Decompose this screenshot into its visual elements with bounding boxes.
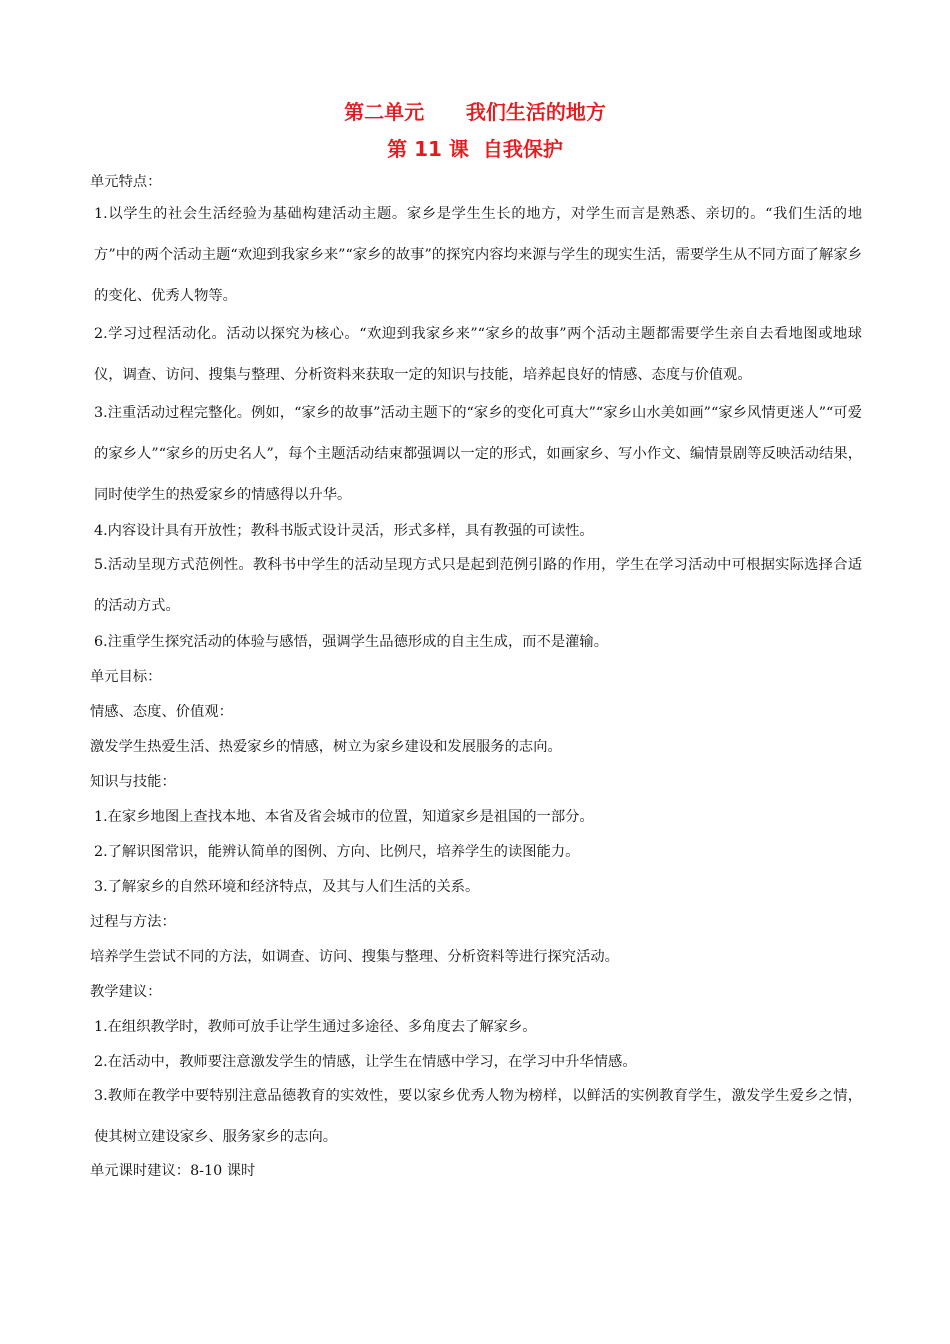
knowledge-item-1: 1.在家乡地图上查找本地、本省及省会城市的位置，知道家乡是祖国的一部分。: [94, 809, 594, 825]
process-text: 培养学生尝试不同的方法，如调查、访问、搜集与整理、分析资料等进行探究活动。: [90, 949, 619, 965]
knowledge-heading: 知识与技能：: [90, 774, 176, 790]
unit-title: 第二单元 我们生活的地方: [344, 100, 606, 124]
emotion-text: 激发学生热爱生活、热爱家乡的情感，树立为家乡建设和发展服务的志向。: [90, 739, 562, 755]
feature-item-2: 2.学习过程活动化。活动以探究为核心。“欢迎到我家乡来”“家乡的故事”两个活动主题都需要学生亲自去看地图或地球仪，调查、访问、搜集与整理、分析资料来获取一定的知识与技能，培养起良好的情感、态度与价值观。: [94, 326, 862, 383]
hours-suggestion: 单元课时建议：8-10 课时: [90, 1163, 256, 1179]
lesson-title: 第 11 课 自我保护: [387, 137, 563, 161]
document-body: [90, 172, 862, 1182]
goals-heading: 单元目标：: [90, 669, 162, 685]
advice-item-1: 1.在组织教学时，教师可放手让学生通过多途径、多角度去了解家乡。: [94, 1019, 537, 1035]
feature-item-5: 5.活动呈现方式范例性。教科书中学生的活动呈现方式只是起到范例引路的作用，学生在学习活动中可根据实际选择合适的活动方式。: [94, 557, 862, 614]
knowledge-item-2: 2.了解识图常识，能辨认简单的图例、方向、比例尺，培养学生的读图能力。: [94, 844, 580, 860]
process-heading: 过程与方法：: [90, 914, 176, 930]
advice-item-3: 3.教师在教学中要特别注意品德教育的实效性，要以家乡优秀人物为榜样，以鲜活的实例教育学生，激发学生爱乡之情，使其树立建设家乡、服务家乡的志向。: [94, 1088, 862, 1145]
features-heading: 单元特点：: [90, 174, 162, 190]
feature-item-4: 4.内容设计具有开放性；教科书版式设计灵活，形式多样，具有教强的可读性。: [94, 523, 594, 539]
advice-item-2: 2.在活动中，教师要注意激发学生的情感，让学生在情感中学习，在学习中升华情感。: [94, 1054, 637, 1070]
emotion-heading: 情感、态度、价值观：: [90, 704, 233, 720]
feature-item-3: 3.注重活动过程完整化。例如，“家乡的故事”活动主题下的“家乡的变化可真大”“家乡山水美如画”“家乡风情更迷人”“可爱的家乡人”“家乡的历史名人”，每个主题活动结束都强调以一定的形式，如画家乡、写小作文、编情景剧等反映活动结果，同时使学生的热爱家乡的情感得以升华。: [94, 405, 862, 503]
advice-heading: 教学建议：: [90, 984, 162, 1000]
knowledge-item-3: 3.了解家乡的自然环境和经济特点，及其与人们生活的关系。: [94, 879, 480, 895]
feature-item-6: 6.注重学生探究活动的体验与感悟，强调学生品德形成的自主生成，而不是灌输。: [94, 634, 609, 650]
feature-item-1: 1.以学生的社会生活经验为基础构建活动主题。家乡是学生生长的地方，对学生而言是熟悉、亲切的。“我们生活的地方”中的两个活动主题“欢迎到我家乡来”“家乡的故事”的探究内容均来源与学生的现实生活，需要学生从不同方面了解家乡的变化、优秀人物等。: [94, 206, 862, 304]
